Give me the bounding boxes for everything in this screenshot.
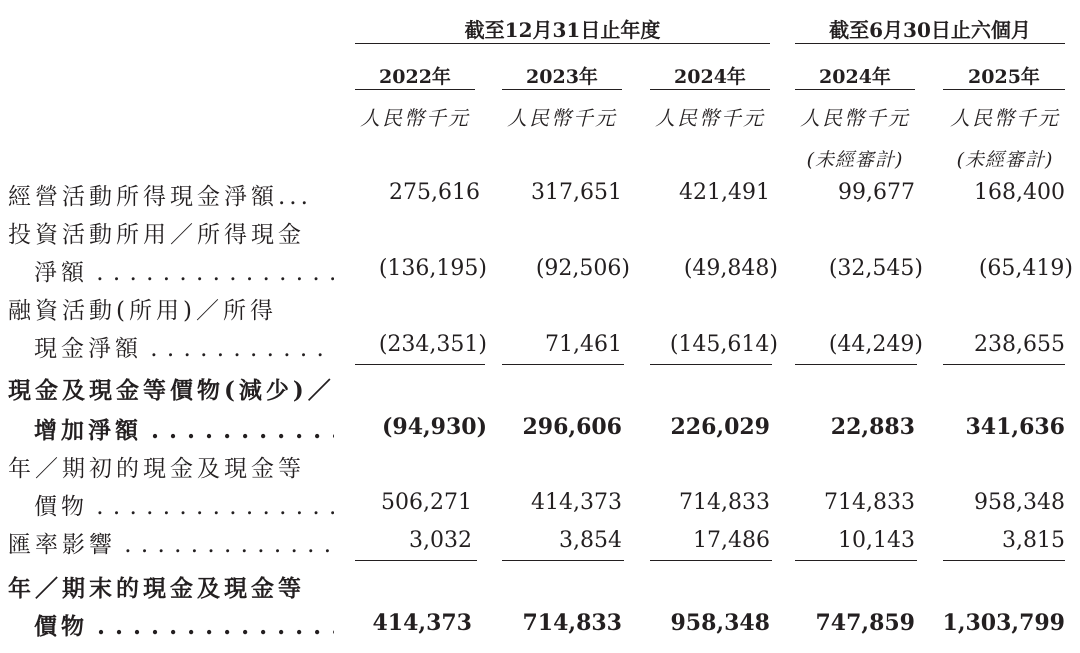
cell-value: (32,545) (828, 256, 923, 281)
header-year-2024: 2024年 (674, 66, 746, 88)
total-rule (943, 560, 1065, 561)
row-label-closing-line1: 年／期末的現金及現金等 (8, 575, 305, 602)
subtotal-rule (943, 364, 1065, 365)
row-label-net-change-line1: 現金及現金等價物(減少)／ (8, 377, 335, 404)
cell-value: 3,032 (409, 528, 472, 553)
total-rule (650, 560, 772, 561)
row-label-investing-line2-wrap (34, 254, 334, 287)
cell-value-total: 414,373 (372, 610, 472, 636)
cell-value-total: 226,029 (670, 414, 770, 440)
cell-value-total: 22,883 (830, 414, 915, 440)
header-currency: 人民幣千元 (655, 106, 765, 130)
header-year-2023: 2023年 (526, 66, 598, 88)
row-label-financing-line1: 融資活動(所用)／所得 (8, 298, 277, 324)
row-label-financing-line2: 現金淨額 . . . (34, 336, 334, 362)
row-label-net-change-line2: 增加淨額 . . . (34, 417, 334, 444)
header-year-rule (502, 89, 622, 90)
row-label-opening-line2: 價物 . . . (34, 494, 334, 520)
cell-value: 421,491 (679, 180, 770, 205)
row-label-closing-line2: 價物 . . . (34, 613, 334, 640)
row-label-fx-effect: 匯率影響 . . . (8, 532, 334, 558)
header-group-annual: 截至12月31日止年度 (464, 18, 661, 42)
cell-value-total: 296,606 (522, 414, 622, 440)
cell-value: (65,419) (978, 256, 1073, 281)
cell-value: 275,616 (389, 180, 480, 205)
cell-value-total: (94,930) (381, 414, 487, 440)
cell-value: 168,400 (974, 180, 1065, 205)
cell-value: 317,651 (531, 180, 622, 205)
cell-value: 714,833 (824, 490, 915, 515)
header-year-rule (943, 89, 1065, 90)
header-year-2025-h1: 2025年 (968, 66, 1040, 88)
header-year-rule (650, 89, 770, 90)
row-label-opening-line1: 年／期初的現金及現金等 (8, 456, 305, 482)
cell-value: 10,143 (838, 528, 915, 553)
cell-value: 414,373 (531, 490, 622, 515)
cell-value: (136,195) (378, 256, 487, 281)
header-group-six-months-rule (795, 43, 1065, 44)
cell-value: (92,506) (535, 256, 630, 281)
cell-value-total: 341,636 (965, 414, 1065, 440)
cell-value-total: 1,303,799 (942, 610, 1065, 636)
header-group-annual-rule (355, 43, 770, 44)
header-unaudited-note: (未經審計) (956, 149, 1054, 171)
row-label-opening-line2-wrap (34, 488, 334, 521)
row-label-net-change-line2-wrap (34, 412, 334, 445)
cell-value: 506,271 (381, 490, 472, 515)
cell-value: 3,815 (1002, 528, 1065, 553)
row-label-closing-line2-wrap (34, 608, 334, 641)
cell-value: 958,348 (974, 490, 1065, 515)
header-year-rule (355, 89, 475, 90)
row-label-financing-line2-wrap (34, 330, 334, 363)
subtotal-rule (502, 364, 624, 365)
cell-value: (234,351) (378, 332, 487, 357)
cell-value: (49,848) (683, 256, 778, 281)
row-label-investing-line1: 投資活動所用／所得現金 (8, 222, 305, 248)
total-rule (355, 560, 477, 561)
subtotal-rule (650, 364, 772, 365)
header-currency: 人民幣千元 (507, 106, 617, 130)
cell-value-total: 747,859 (815, 610, 915, 636)
total-rule (502, 560, 624, 561)
subtotal-rule (355, 364, 485, 365)
cell-value: 3,854 (559, 528, 622, 553)
cell-value-total: 714,833 (522, 610, 622, 636)
cell-value: 714,833 (679, 490, 770, 515)
header-unaudited-note: (未經審計) (806, 149, 904, 171)
header-currency: 人民幣千元 (800, 106, 910, 130)
cell-value: (44,249) (828, 332, 923, 357)
header-year-rule (795, 89, 915, 90)
cell-value: 17,486 (693, 528, 770, 553)
cell-value: 71,461 (545, 332, 622, 357)
header-year-2022: 2022年 (379, 66, 451, 88)
row-label-investing-line2: 淨額 . . . (34, 260, 334, 286)
cell-value: (145,614) (669, 332, 778, 357)
header-currency: 人民幣千元 (950, 106, 1060, 130)
header-year-2024-h1: 2024年 (819, 66, 891, 88)
cell-value: 238,655 (974, 332, 1065, 357)
header-group-six-months: 截至6月30日止六個月 (829, 18, 1031, 42)
row-label-operating-net-cash: 經營活動所得現金淨額... (8, 184, 312, 210)
cell-value-total: 958,348 (670, 610, 770, 636)
header-currency: 人民幣千元 (360, 106, 470, 130)
cell-value: 99,677 (838, 180, 915, 205)
total-rule (795, 560, 917, 561)
subtotal-rule (795, 364, 917, 365)
row-label-fx-wrap (8, 526, 334, 559)
